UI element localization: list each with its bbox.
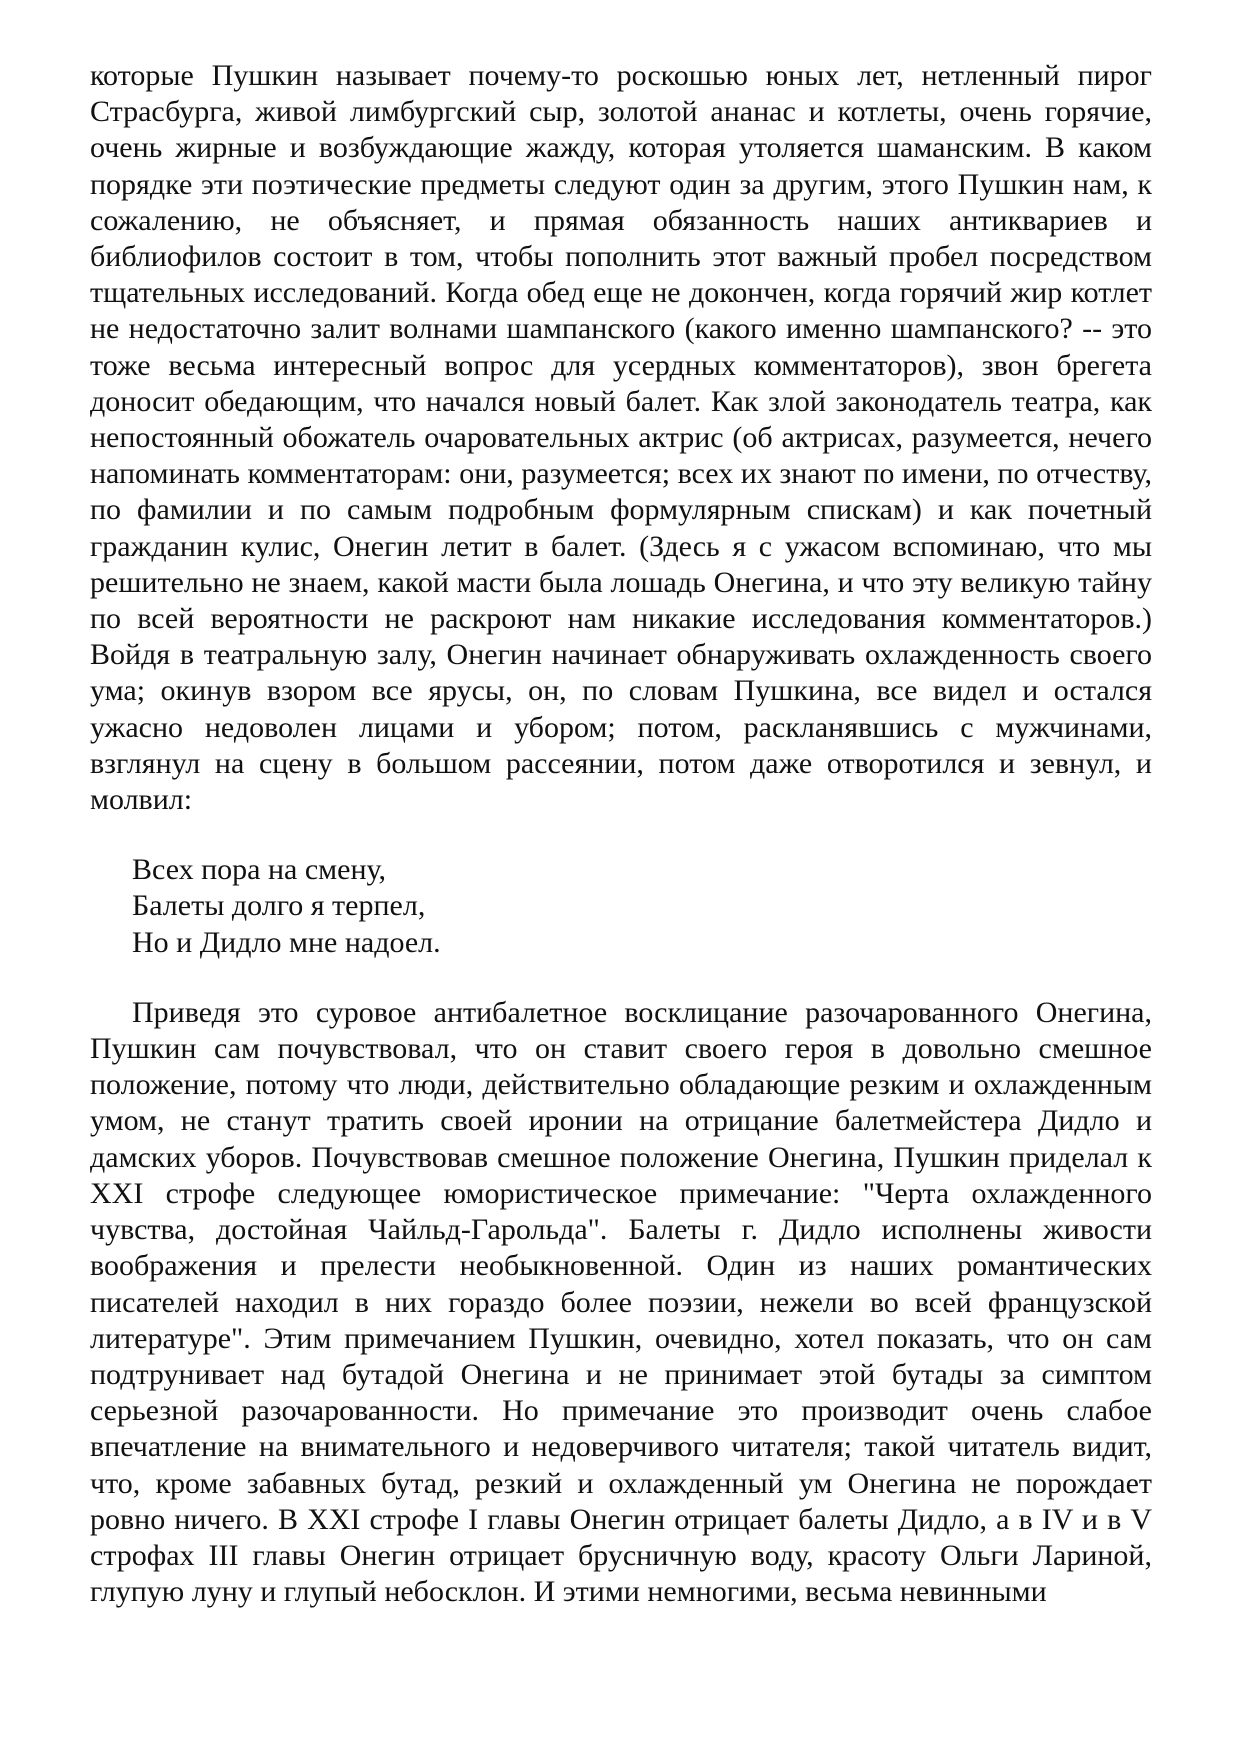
- verse-line-2: Балеты долго я терпел,: [132, 889, 426, 923]
- paragraph-1: которые Пушкин называет почему-то роскошью юных лет, нетленный пирог Страсбурга, живой лимбургский сыр, золотой ананас и котлеты, очень горячие, очень жирные и возбуждающие жажду, которая утоляется шаманским. В каком порядке эти поэтические предметы следуют один за другим, этого Пушкин нам, к сожалению, не объясняет, и прямая обязанность наших антиквариев и библиофилов состоит в том, чтобы пополнить этот важный пробел посредством тщательных исследований. Когда обед еще не докончен, когда горячий жир котлет не недостаточно залит волнами шампанского (какого именно шампанского? -- это тоже весьма интересный вопрос для усердных комментаторов), звон брегета доносит обедающим, что начался новый балет. Как злой законодатель театра, как непостоянный обожатель очаровательных актрис (об актрисах, разумеется, нечего напоминать комментаторам: они, разумеется; всех их знают по имени, по отчеству, по фамилии и по самым подробным формулярным спискам) и как почетный гражданин кулис, Онегин летит в балет. (Здесь я с ужасом вспоминаю, что мы решительно не знаем, какой масти была лошадь Онегина, и что эту великую тайну по всей вероятности не раскроют нам никакие исследования комментаторов.) Войдя в театральную залу, Онегин начинает обнаруживать охлажденность своего ума; окинув взором все ярусы, он, по словам Пушкина, все видел и остался ужасно недоволен лицами и убором; потом, раскланявшись с мужчинами, взглянул на сцену в большом рассеянии, потом даже отворотился и зевнул, и молвил:: [90, 59, 1152, 817]
- verse-quote: [132, 852, 1152, 961]
- verse-line-1: Всех пора на смену,: [132, 853, 387, 887]
- document-page: [90, 58, 1152, 1610]
- paragraph-2: Приведя это суровое антибалетное восклицание разочарованного Онегина, Пушкин сам почувствовал, что он ставит своего героя в довольно смешное положение, потому что люди, действительно обладающие резким и охлажденным умом, не станут тратить своей иронии на отрицание балетмейстера Дидло и дамских уборов. Почувствовав смешное положение Онегина, Пушкин приделал к XXI строфе следующее юмористическое примечание: "Черта охлажденного чувства, достойная Чайльд-Гарольда". Балеты г. Дидло исполнены живости воображения и прелести необыкновенной. Один из наших романтических писателей находил в них гораздо более поэзии, нежели во всей французской литературе". Этим примечанием Пушкин, очевидно, хотел показать, что он сам подтрунивает над бутадой Онегина и не принимает этой бутады за симптом серьезной разочарованности. Но примечание это производит очень слабое впечатление на внимательного и недоверчивого читателя; такой читатель видит, что, кроме забавных бутад, резкий и охлажденный ум Онегина не порождает ровно ничего. В XXI строфе I главы Онегин отрицает балеты Дидло, а в IV и в V строфах III главы Онегин отрицает брусничную воду, красоту Ольги Лариной, глупую луну и глупый небосклон. И этими немногими, весьма невинными: [90, 995, 1152, 1609]
- verse-line-3: Но и Дидло мне надоел.: [132, 925, 441, 959]
